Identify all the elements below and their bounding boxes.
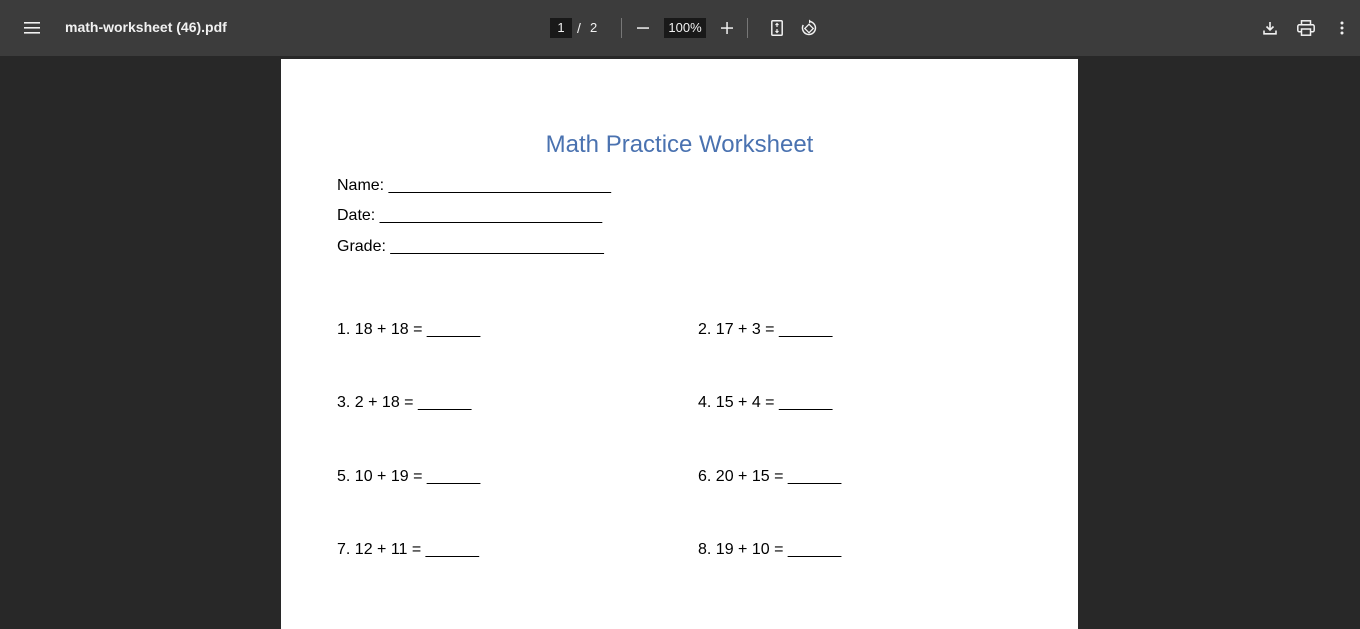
download-icon	[1263, 21, 1277, 35]
zoom-level-input[interactable]: 100%	[664, 18, 706, 38]
page-number-input[interactable]: 1	[550, 18, 572, 38]
rotate-button[interactable]	[795, 14, 823, 42]
toolbar-divider	[621, 18, 622, 38]
plus-icon	[721, 22, 733, 34]
name-field: Name: _________________________	[337, 177, 612, 194]
page-separator: /	[577, 20, 581, 36]
problem-4: 4. 15 + 4 = ______	[698, 394, 833, 411]
problem-1: 1. 18 + 18 = ______	[337, 321, 481, 338]
grade-field: Grade: ________________________	[337, 238, 604, 255]
problem-6: 6. 20 + 15 = ______	[698, 468, 842, 485]
print-icon	[1297, 20, 1315, 36]
download-button[interactable]	[1256, 14, 1284, 42]
problem-8: 8. 19 + 10 = ______	[698, 541, 842, 558]
total-pages: 2	[590, 20, 598, 35]
zoom-in-button[interactable]	[713, 14, 741, 42]
zoom-out-button[interactable]	[629, 14, 657, 42]
more-options-icon[interactable]	[1328, 14, 1356, 42]
fit-to-page-button[interactable]	[763, 14, 791, 42]
fit-page-icon	[771, 20, 783, 36]
pdf-toolbar	[0, 0, 1360, 56]
document-title: math-worksheet (46).pdf	[65, 19, 227, 35]
pdf-page	[281, 59, 1078, 629]
problem-3: 3. 2 + 18 = ______	[337, 394, 472, 411]
date-field: Date: _________________________	[337, 207, 603, 224]
minus-icon	[637, 22, 649, 34]
problem-2: 2. 17 + 3 = ______	[698, 321, 833, 338]
worksheet-title: Math Practice Worksheet	[545, 131, 814, 158]
toolbar-divider	[747, 18, 748, 38]
problem-7: 7. 12 + 11 = ______	[337, 541, 480, 558]
rotate-icon	[800, 19, 818, 37]
print-button[interactable]	[1292, 14, 1320, 42]
problem-5: 5. 10 + 19 = ______	[337, 468, 481, 485]
menu-icon[interactable]	[18, 14, 46, 42]
